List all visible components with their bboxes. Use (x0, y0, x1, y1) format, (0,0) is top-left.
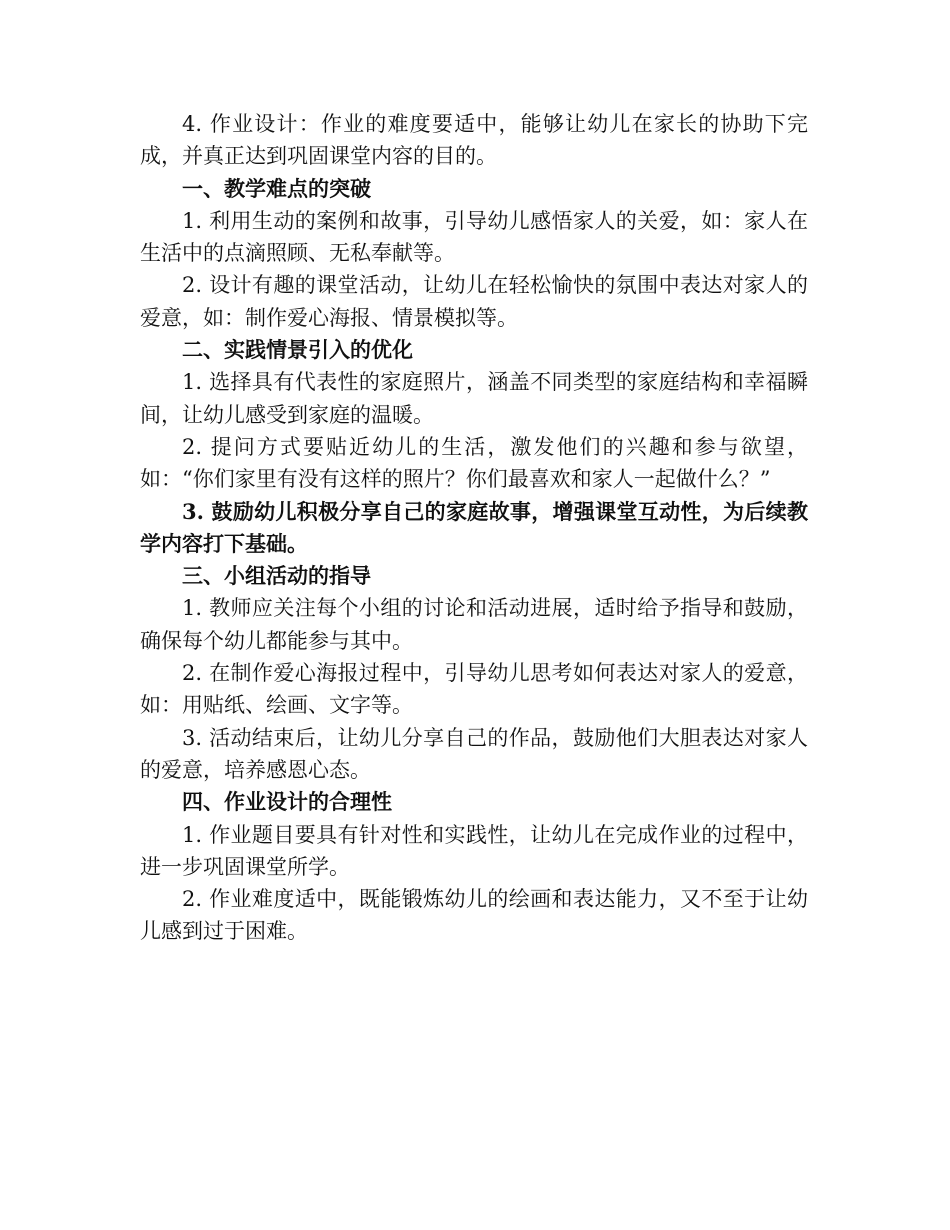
heading-practice-scenario: 二、实践情景引入的优化 (182, 337, 413, 363)
paragraph-share-stories: 3. 鼓励幼儿积极分享自己的家庭故事，增强课堂互动性，为后续教学内容打下基础。 (140, 498, 808, 556)
heading-teaching-difficulty: 一、教学难点的突破 (182, 175, 371, 201)
paragraph-case-stories: 1. 利用生动的案例和故事，引导幼儿感悟家人的关爱，如：家人在生活中的点滴照顾、无私奉献等。 (140, 208, 808, 266)
paragraph-family-photos: 1. 选择具有代表性的家庭照片，涵盖不同类型的家庭结构和幸福瞬间，让幼儿感受到家庭的温暖。 (140, 370, 808, 427)
document-page (140, 108, 808, 948)
paragraph-homework-difficulty: 2. 作业难度适中，既能锻炼幼儿的绘画和表达能力，又不至于让幼儿感到过于困难。 (140, 887, 808, 944)
paragraph-teacher-guidance: 1. 教师应关注每个小组的讨论和活动进展，适时给予指导和鼓励，确保每个幼儿都能参与其中。 (140, 596, 808, 653)
paragraph-homework-design: 4. 作业设计：作业的难度要适中，能够让幼儿在家长的协助下完成，并真正达到巩固课堂内容的目的。 (140, 112, 808, 169)
paragraph-sharing-works: 3. 活动结束后，让幼儿分享自己的作品，鼓励他们大胆表达对家人的爱意，培养感恩心态。 (140, 725, 808, 782)
heading-homework-rationality: 四、作业设计的合理性 (182, 789, 392, 815)
paragraph-questioning: 2. 提问方式要贴近幼儿的生活，激发他们的兴趣和参与欲望，如：“你们家里有没有这样的照片？你们最喜欢和家人一起做什么？” (140, 434, 808, 492)
paragraph-homework-targeted: 1. 作业题目要具有针对性和实践性，让幼儿在完成作业的过程中，进一步巩固课堂所学。 (140, 822, 808, 879)
paragraph-poster-making: 2. 在制作爱心海报过程中，引导幼儿思考如何表达对家人的爱意，如：用贴纸、绘画、文字等。 (140, 661, 808, 718)
paragraph-class-activities: 2. 设计有趣的课堂活动，让幼儿在轻松愉快的氛围中表达对家人的爱意，如：制作爱心海报、情景模拟等。 (140, 273, 808, 330)
heading-group-activity: 三、小组活动的指导 (182, 563, 371, 589)
